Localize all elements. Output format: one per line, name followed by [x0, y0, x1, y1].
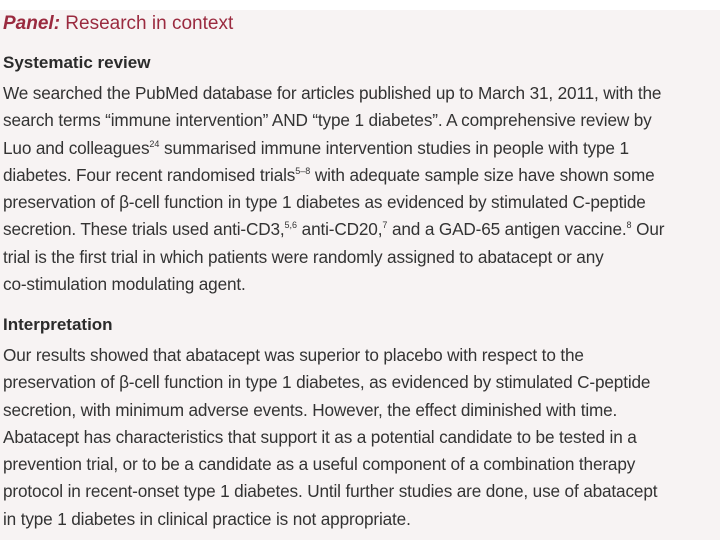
paragraph-line: protocol in recent-onset type 1 diabetes. Until further studies are done, use of abatacept	[3, 481, 658, 502]
paragraph-line: preservation of β-cell function in type 1 diabetes as evidenced by stimulated C-peptide	[3, 192, 646, 213]
citation-superscript: 5–8	[295, 165, 311, 176]
systematic-review-paragraph	[3, 80, 715, 298]
research-in-context-panel	[0, 10, 720, 540]
paragraph-line: Abatacept has characteristics that support it as a potential candidate to be tested in a	[3, 426, 637, 447]
paragraph-line: prevention trial, or to be a candidate as a useful component of a combination therapy	[3, 454, 636, 475]
citation-superscript: 24	[149, 138, 160, 149]
paragraph-line: Our results showed that abatacept was superior to placebo with respect to the	[3, 345, 584, 365]
paragraph-line: preservation of β-cell function in type 1 diabetes, as evidenced by stimulated C-peptide	[3, 372, 651, 393]
paragraph-line: in type 1 diabetes in clinical practice is not appropriate.	[3, 508, 411, 529]
panel-title-text: Research in context	[60, 13, 234, 34]
panel-title-lead: Panel:	[3, 13, 61, 34]
interpretation-heading: Interpretation	[3, 315, 113, 334]
paragraph-line: co-stimulation modulating agent.	[3, 274, 246, 295]
citation-superscript: 7	[382, 220, 388, 231]
interpretation-paragraph	[3, 342, 715, 533]
citation-superscript: 8	[626, 220, 632, 231]
paragraph-line: trial is the first trial in which patients were randomly assigned to abatacept or any	[3, 246, 604, 267]
paragraph-line: secretion, with minimum adverse events. However, the effect diminished with time.	[3, 399, 618, 420]
paragraph-line: diabetes. Four recent randomised trials$^{5-8}$ with adequate sample size have shown some	[3, 164, 655, 185]
paragraph-line: search terms “immune intervention” AND “type 1 diabetes”. A comprehensive review by	[3, 110, 652, 131]
systematic-review-heading: Systematic review	[3, 53, 151, 72]
paragraph-line: Luo and colleagues$^{24}$ summarised immune intervention studies in people with type 1	[3, 137, 629, 158]
paragraph-line: secretion. These trials used anti-CD3,$^{5,6}$ anti-CD20,$^7$ and a GAD-65 antigen vaccine.$^8$ Our	[3, 219, 665, 240]
paragraph-line: We searched the PubMed database for articles published up to March 31, 2011, with the	[3, 83, 662, 103]
citation-superscript: 5,6	[284, 220, 298, 231]
panel-title	[3, 12, 233, 36]
